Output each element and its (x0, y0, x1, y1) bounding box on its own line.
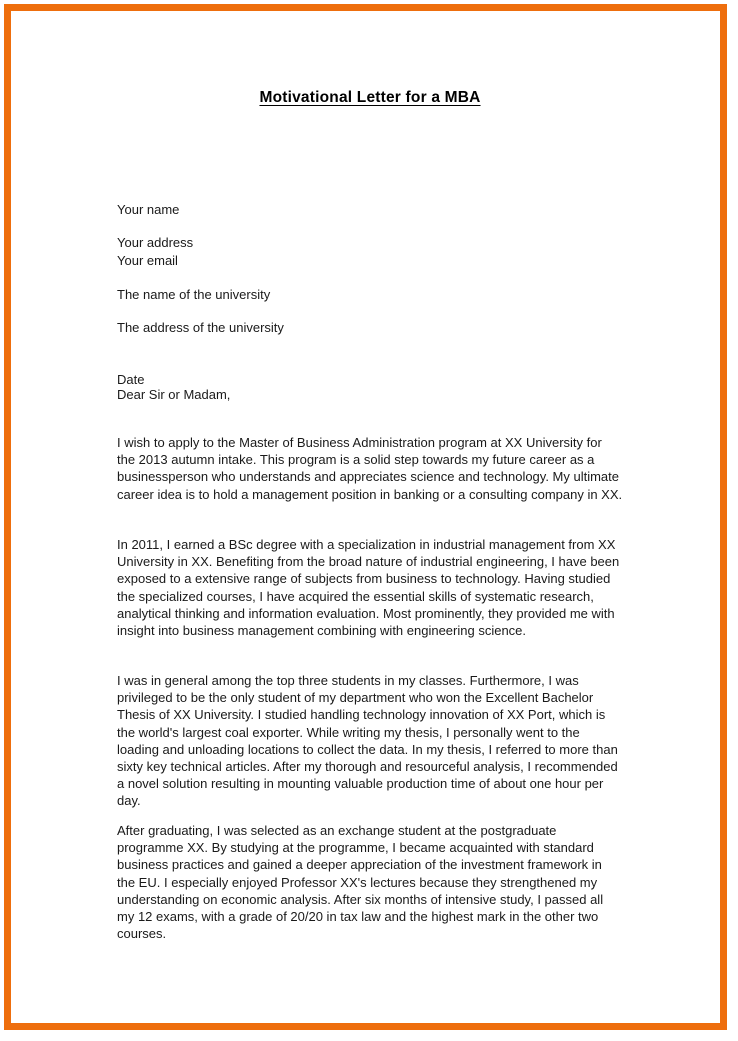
body-paragraph: After graduating, I was selected as an exchange student at the postgraduate programme XX. By studying at the programme, I became acquainted with standard business practices and gained a deeper appreciation of the investment framework in the EU. I especially enjoyed Professor XX's lectures because they strengthened my understanding on economic analysis. After six months of intensive study, I passed all my 12 exams, with a grade of 20/20 in tax law and the highest mark in the other two courses. (117, 823, 604, 942)
body-paragraph: I wish to apply to the Master of Business Administration program at XX University for the 2013 autumn intake. This program is a solid step towards my future career as a businessperson who understands and appreciates science and technology. My ultimate career idea is to hold a management position in banking or a consulting company in XX. (117, 435, 623, 502)
recipient-name-line: The name of the university (117, 286, 271, 302)
body-paragraph: I was in general among the top three students in my classes. Furthermore, I was privileged to be the only student of my department who won the Excellent Bachelor Thesis of XX University. I studied handling technology innovation of XX Port, which is the world's largest coal exporter. While writing my thesis, I personally went to the loading and unloading locations to collect the data. In my thesis, I referred to more than sixty key technical articles. After my thorough and resourceful analysis, I recommended a novel solution resulting in mounting valuable production time of about one hour per day. (117, 673, 618, 809)
salutation-line: Dear Sir or Madam, (117, 387, 231, 402)
date-line: Date (117, 371, 145, 387)
sender-name-line: Your name (117, 201, 180, 217)
sender-address-line: Your address (117, 235, 194, 251)
recipient-address-block (117, 270, 623, 354)
sender-email-line: Your email (117, 252, 178, 268)
page-title: Motivational Letter for a MBA (259, 89, 481, 106)
body-paragraph: In 2011, I earned a BSc degree with a specialization in industrial management from XX University in XX. Benefiting from the broad nature of industrial engineering, I have been exposed to a extensive range of subjects from business to technology. Having studied the specialized courses, I have acquired the essential skills of systematic research, analytical thinking and information evaluation. Most prominently, they provided me with insight into business management combining with engineering science. (117, 537, 620, 639)
recipient-address-line: The address of the university (117, 320, 284, 336)
